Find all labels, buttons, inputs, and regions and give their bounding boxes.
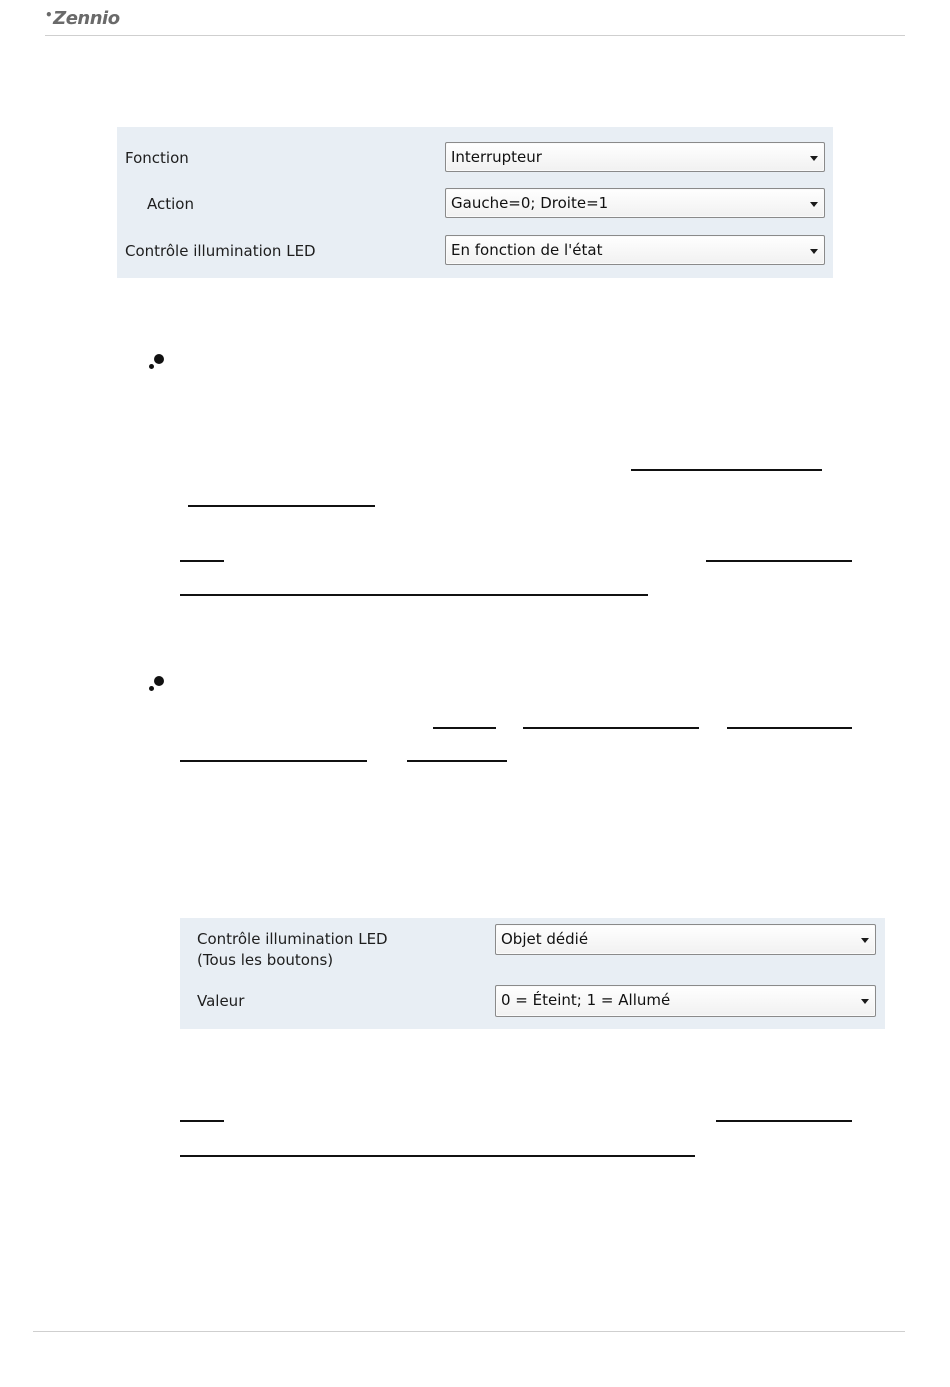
bullet-dots-icon <box>148 674 168 694</box>
param-label-led-control-all <box>197 929 388 971</box>
link-underline <box>716 1120 852 1122</box>
chevron-down-icon <box>810 249 818 254</box>
note-underline <box>180 560 224 562</box>
valeur-dropdown[interactable] <box>495 985 876 1017</box>
led-control-dropdown[interactable] <box>445 235 825 265</box>
parameters-panel-1 <box>117 127 833 278</box>
header-rule <box>45 35 905 36</box>
chevron-down-icon <box>810 202 818 207</box>
link-underline <box>727 727 852 729</box>
link-underline <box>433 727 496 729</box>
action-dropdown-value: Gauche=0; Droite=1 <box>451 194 609 212</box>
parameters-panel-2 <box>180 918 885 1029</box>
action-dropdown[interactable] <box>445 188 825 218</box>
chevron-down-icon <box>810 156 818 161</box>
led-control-all-dropdown-value: Objet dédié <box>501 930 589 948</box>
chevron-down-icon <box>861 999 869 1004</box>
logo-dot-icon: • <box>45 8 53 22</box>
link-underline <box>180 1155 695 1157</box>
brand-logo <box>45 8 120 29</box>
param-label-action: Action <box>147 195 194 213</box>
chevron-down-icon <box>861 938 869 943</box>
link-underline <box>188 505 375 507</box>
brand-name: Zennio <box>53 8 120 29</box>
led-control-all-dropdown[interactable] <box>495 924 876 955</box>
link-underline <box>407 760 507 762</box>
valeur-dropdown-value: 0 = Éteint; 1 = Allumé <box>501 991 671 1009</box>
fonction-dropdown[interactable] <box>445 142 825 172</box>
param-label-led-control-all-line1: Contrôle illumination LED <box>197 930 388 948</box>
link-underline <box>523 727 699 729</box>
param-label-valeur: Valeur <box>197 992 245 1010</box>
fonction-dropdown-value: Interrupteur <box>451 148 542 166</box>
note-underline <box>180 1120 224 1122</box>
link-underline <box>706 560 852 562</box>
bullet-dots-icon <box>148 352 168 372</box>
footer-rule <box>33 1331 905 1332</box>
param-label-led-control: Contrôle illumination LED <box>125 242 316 260</box>
link-underline <box>180 760 367 762</box>
link-underline <box>180 594 648 596</box>
param-label-led-control-all-line2: (Tous les boutons) <box>197 951 334 969</box>
param-label-fonction: Fonction <box>125 149 189 167</box>
link-underline <box>631 469 822 471</box>
led-control-dropdown-value: En fonction de l'état <box>451 241 603 259</box>
